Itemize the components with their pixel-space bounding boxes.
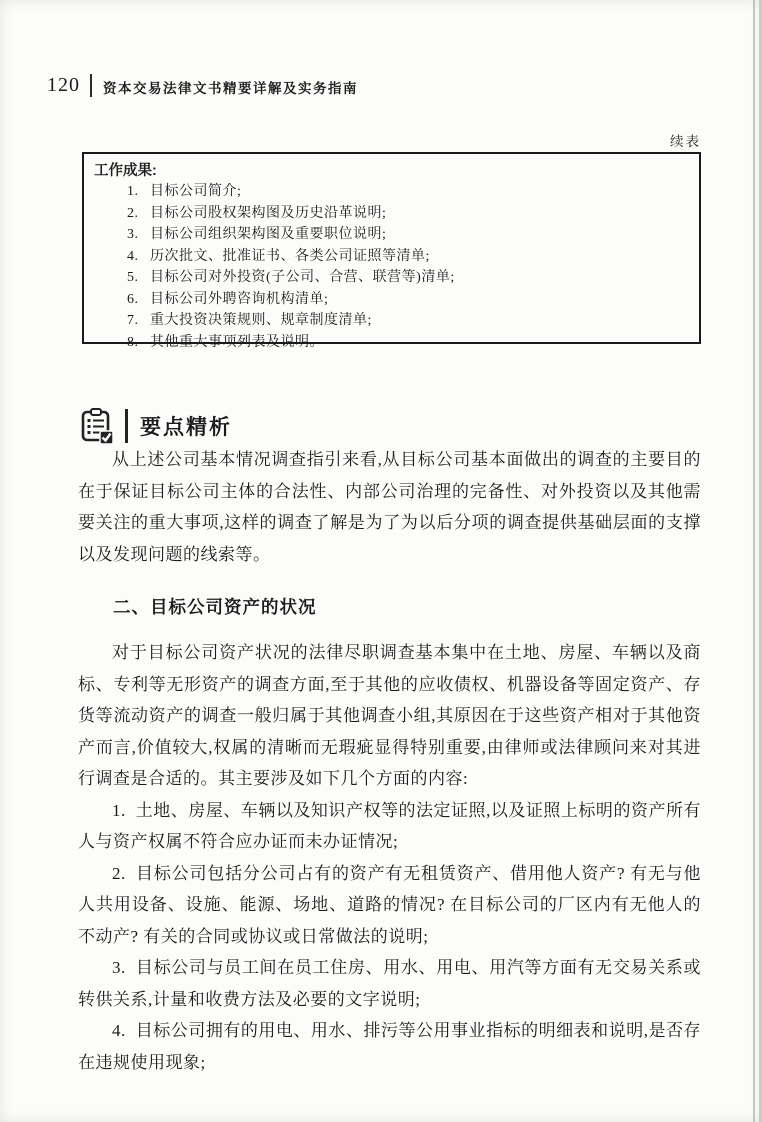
- key-points-title: 要点精析: [140, 416, 232, 439]
- item-number: 6.: [127, 291, 139, 307]
- book-title: 资本交易法律文书精要详解及实务指南: [103, 80, 358, 96]
- numbered-item: [78, 952, 701, 1015]
- item-text: 目标公司组织架构图及重要职位说明;: [150, 227, 387, 242]
- work-results-box: [82, 152, 701, 350]
- item-text: 目标公司外聘咨询机构清单;: [150, 291, 329, 307]
- item-number: 4.: [127, 248, 139, 264]
- item-number: 3.: [127, 227, 139, 242]
- work-result-item: [94, 332, 687, 354]
- item-text: 历次批文、批准证书、各类公司证照等清单;: [150, 248, 430, 264]
- heading-divider: [125, 409, 128, 443]
- item-text: 重大投资决策规则、规章制度清单;: [150, 313, 372, 328]
- page-number: 120: [47, 74, 80, 96]
- work-result-item: [94, 224, 687, 246]
- item-text: 目标公司简介;: [150, 184, 242, 199]
- work-results-title: 工作成果:: [94, 163, 157, 179]
- work-result-item: [94, 246, 687, 268]
- item-text: 其他重大事项列表及说明。: [150, 334, 324, 350]
- item-number: 5.: [127, 270, 139, 285]
- item-text: 目标公司对外投资(子公司、合营、联营等)清单;: [150, 270, 455, 285]
- item-number: 1.: [127, 184, 139, 199]
- item-text: 目标公司拥有的用电、用水、排污等公用事业指标的明细表和说明,是否存在违规使用现象;: [78, 1021, 701, 1072]
- numbered-item: [78, 795, 701, 858]
- paragraph: 对于目标公司资产状况的法律尽职调查基本集中在土地、房屋、车辆以及商标、专利等无形资产的调查方面,至于其他的应收债权、机器设备等固定资产、存货等流动资产的调查一般归属于其他调查小组,其原因在于这些资产相对于其他资产而言,价值较大,权属的清晰而无瑕疵显得特别重要,由律师或法律顾问来对其进行调查是合适的。其主要涉及如下几个方面的内容:: [78, 643, 701, 788]
- section2-body: [78, 637, 701, 1078]
- item-number: 2.: [112, 863, 126, 883]
- item-text: 目标公司包括分公司占有的资产有无租赁资产、借用他人资产? 有无与他人共用设备、设施、能源、场地、道路的情况? 在目标公司的厂区内有无他人的不动产? 有关的合同或协议或日常做法的说明;: [78, 863, 701, 946]
- work-result-item: [94, 310, 687, 332]
- continued-table-label: 续表: [670, 134, 701, 149]
- work-result-item: [94, 181, 687, 203]
- key-points-header: [79, 406, 232, 446]
- numbered-item: [78, 1015, 701, 1078]
- work-result-item: [94, 289, 687, 311]
- item-number: 4.: [112, 1021, 126, 1040]
- work-result-item: [94, 267, 687, 289]
- item-text: 目标公司与员工间在员工住房、用水、用电、用汽等方面有无交易关系或转供关系,计量和收费方法及必要的文字说明;: [78, 958, 701, 1009]
- key-points-body: [78, 444, 701, 570]
- item-number: 7.: [127, 313, 139, 328]
- numbered-item: [78, 858, 701, 953]
- section-heading: 二、目标公司资产的状况: [113, 597, 317, 617]
- item-number: 8.: [127, 334, 139, 350]
- scan-edge-line: [753, 0, 755, 1122]
- clipboard-check-icon: [79, 407, 115, 445]
- page-header: [47, 74, 358, 97]
- header-divider: [90, 74, 92, 97]
- work-result-item: [94, 203, 687, 225]
- item-number: 3.: [112, 958, 126, 977]
- item-text: 土地、房屋、车辆以及知识产权等的法定证照,以及证照上标明的资产所有人与资产权属不符合应办证而未办证情况;: [78, 800, 701, 851]
- item-text: 目标公司股权架构图及历史沿革说明;: [150, 205, 387, 221]
- item-number: 1.: [112, 800, 126, 820]
- item-number: 2.: [127, 205, 139, 221]
- paragraph: 从上述公司基本情况调查指引来看,从目标公司基本面做出的调查的主要目的在于保证目标公司主体的合法性、内部公司治理的完备性、对外投资以及其他需要关注的重大事项,这样的调查了解是为了为以后分项的调查提供基础层面的支撑以及发现问题的线索等。: [78, 450, 701, 564]
